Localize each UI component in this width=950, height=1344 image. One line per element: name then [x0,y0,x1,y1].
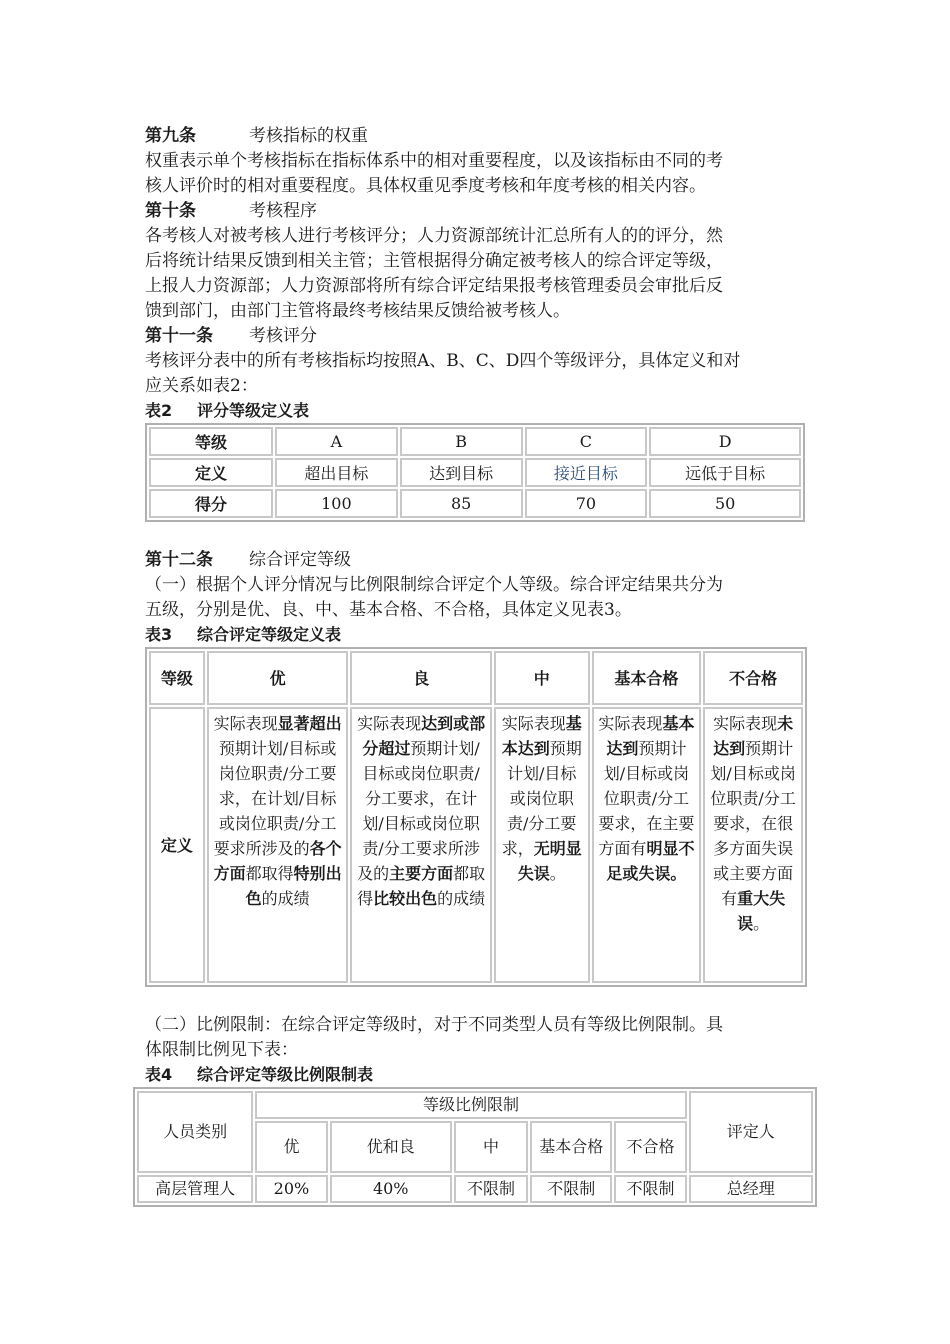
emphasis-text: 各个方面 [213,839,342,883]
definition-text: 实际表现 [501,714,566,733]
table-row [149,427,801,456]
score-grade-table [145,423,805,522]
person-category-header: 人员类别 [137,1091,253,1173]
emphasis-text: 明显不足或失误。 [606,839,695,883]
grade-cell: D [649,427,801,456]
score-cell: 100 [275,489,398,518]
definition-text: 预期计划/目标或岗位职责/分工要求，在计划/目标或岗位职责/分工要求所涉及的 [357,739,480,883]
table-row [149,489,801,518]
definition-text: 。 [549,864,566,883]
table-row [149,458,801,487]
article-number: 第九条 [145,126,196,146]
ratio-column-header: 基本合格 [530,1121,612,1173]
ratio-column-header: 中 [454,1121,528,1173]
emphasis-text: 比较出色 [373,889,438,908]
paragraph-line: 体限制比例见下表： [145,1040,298,1060]
score-cell: 85 [400,489,523,518]
table-title: 综合评定等级比例限制表 [197,1065,374,1084]
ratio-column-header: 不合格 [614,1121,686,1173]
definition-text: 实际表现 [598,714,663,733]
paragraph-line: 权重表示单个考核指标在指标体系中的相对重要程度，以及该指标由不同的考 [145,151,723,171]
rater-cell: 总经理 [689,1175,813,1203]
paragraph-line: 各考核人对被考核人进行考核评分；人力资源部统计汇总所有人的的评分，然 [145,226,723,246]
paragraph-line: 五级，分别是优、良、中、基本合格、不合格，具体定义见表3。 [145,600,632,620]
article-title: 考核程序 [249,201,317,221]
emphasis-text: 基本达到 [501,714,582,758]
paragraph-line: 考核评分表中的所有考核指标均按照A、B、C、D四个等级评分，具体定义和对 [145,351,741,371]
emphasis-text: 重大失误 [737,889,786,933]
score-cell: 70 [525,489,648,518]
article-title: 考核评分 [249,326,317,346]
definition-cell: 远低于目标 [649,458,801,487]
definition-cell: 接近目标 [525,458,648,487]
paragraph-line: 核人评价时的相对重要程度。具体权重见季度考核和年度考核的相关内容。 [145,176,706,196]
ratio-column-header: 优和良 [330,1121,452,1173]
grade-cell: B [400,427,523,456]
definition-cell: 超出目标 [275,458,398,487]
article-12-heading [145,548,825,573]
table-2-caption [145,399,825,423]
table-3-caption [145,623,825,647]
definition-text: 都取得 [245,864,294,883]
definition-text: 。 [753,914,770,933]
paragraph-line: （一）根据个人评分情况与比例限制综合评定个人等级。综合评定结果共分为 [145,575,723,595]
grade-header: 优 [207,651,349,705]
grade-label: 等级 [149,651,205,705]
ratio-group-header: 等级比例限制 [255,1091,686,1119]
article-10-heading [145,199,825,224]
document-page [145,124,825,1207]
definition-text: 预期计划/目标或岗位职责/分工要求，在计划/目标或岗位职责/分工要求所涉及的 [213,739,337,858]
definition-label: 定义 [149,707,205,983]
score-cell: 50 [649,489,801,518]
definition-cell [592,707,702,983]
grade-ratio-table [133,1087,817,1207]
grade-header: 良 [350,651,492,705]
emphasis-text: 无明显失误 [517,839,582,883]
definition-cell [494,707,590,983]
ratio-cell: 20% [255,1175,327,1203]
rater-header: 评定人 [689,1091,813,1173]
definition-cell [350,707,492,983]
article-number: 第十二条 [145,550,213,570]
emphasis-text: 达到或部分超过 [362,714,486,758]
grade-cell: A [275,427,398,456]
definition-text: 预期计划/目标或岗位职责/分工要求， [501,739,582,858]
table-row [137,1091,813,1119]
article-number: 第十条 [145,201,196,221]
definition-text: 实际表现 [357,714,422,733]
grade-header: 基本合格 [592,651,702,705]
emphasis-text: 未达到 [713,714,794,758]
table-number: 表3 [145,625,173,644]
article-title: 考核指标的权重 [249,126,368,146]
row-label: 等级 [149,427,273,456]
table-row [137,1175,813,1203]
emphasis-text: 超出 [309,714,342,733]
emphasis-text: 基本达到 [606,714,695,758]
paragraph-line: （二）比例限制：在综合评定等级时，对于不同类型人员有等级比例限制。具 [145,1015,723,1035]
ratio-cell: 40% [330,1175,452,1203]
paragraph-line: 应关系如表2： [145,376,258,396]
ratio-cell: 不限制 [454,1175,528,1203]
person-category-cell: 高层管理人 [137,1175,253,1203]
paragraph-line: 后将统计结果反馈到相关主管；主管根据得分确定被考核人的综合评定等级， [145,251,723,271]
article-number: 第十一条 [145,326,213,346]
ratio-cell: 不限制 [530,1175,612,1203]
definition-cell [207,707,349,983]
table-4-caption [145,1063,825,1087]
table-number: 表4 [145,1065,173,1084]
definition-text: 预期计划/目标或岗位职责/分工要求，在主要方面有 [598,739,695,858]
definition-text: 的成绩 [261,889,310,908]
table-row [149,651,803,705]
article-11-heading [145,324,825,349]
paragraph-line: 上报人力资源部；人力资源部将所有综合评定结果报考核管理委员会审批后反 [145,276,723,296]
overall-grade-table [145,647,807,987]
emphasis-text: 特别出色 [245,864,342,908]
table-title: 评分等级定义表 [197,401,310,420]
emphasis-text: 主要方面 [389,864,454,883]
grade-header: 中 [494,651,590,705]
definition-text: 的成绩 [437,889,486,908]
paragraph-line: 馈到部门，由部门主管将最终考核结果反馈给被考核人。 [145,301,570,321]
definition-text: 实际表现 [713,714,778,733]
table-title: 综合评定等级定义表 [197,625,342,644]
definition-text: 预期计划/目标或岗位职责/分工要求，在很多方面失误或主要方面有 [710,739,796,908]
definition-cell: 达到目标 [400,458,523,487]
row-label: 得分 [149,489,273,518]
grade-cell: C [525,427,648,456]
ratio-column-header: 优 [255,1121,327,1173]
article-9-heading [145,124,825,149]
grade-header: 不合格 [703,651,803,705]
definition-cell [703,707,803,983]
table-row [149,707,803,983]
definition-text: 都取得 [357,864,486,908]
table-number: 表2 [145,401,173,420]
row-label: 定义 [149,458,273,487]
definition-text: 实际表现 [213,714,278,733]
emphasis-text: 显著 [277,714,310,733]
ratio-cell: 不限制 [614,1175,686,1203]
article-title: 综合评定等级 [249,550,351,570]
